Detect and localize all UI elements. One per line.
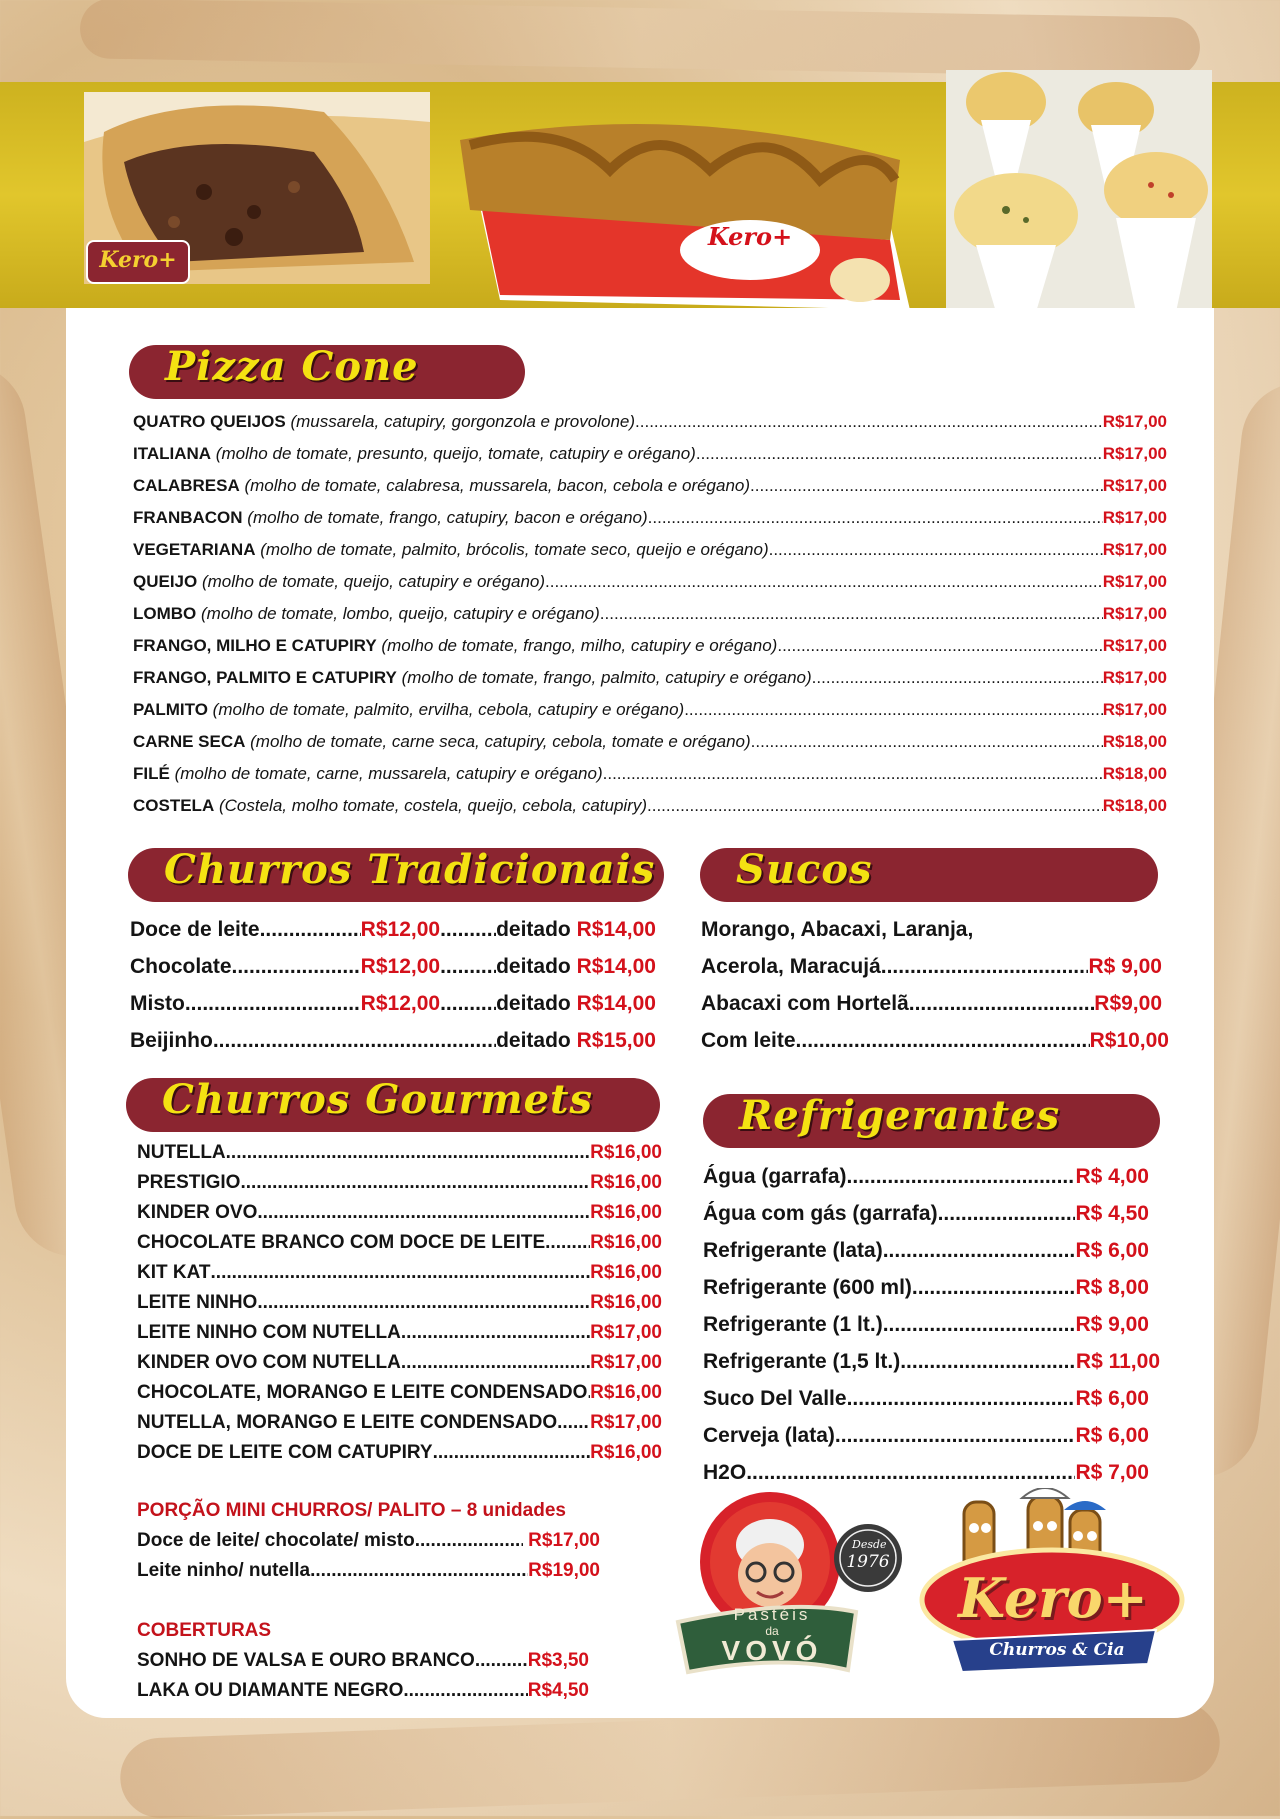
pizza-item — [133, 700, 1167, 730]
leader-dots — [750, 476, 1103, 496]
pizza-item-name: FILÉ — [133, 764, 170, 783]
pizza-item-desc: (molho de tomate, frango, milho, catupiry e orégano) — [381, 636, 778, 655]
pizza-item-name: FRANGO, MILHO E CATUPIRY — [133, 636, 377, 655]
refri-price: R$ 8,00 — [1075, 1276, 1149, 1299]
deitado-label: deitado — [496, 918, 571, 941]
leader-dots — [557, 1412, 590, 1434]
churro-trad-name: Doce de leite — [130, 918, 260, 941]
year-text: 1976 — [846, 1552, 890, 1572]
leader-dots — [257, 1292, 590, 1314]
leader-dots — [415, 1530, 523, 1552]
gourmet-name: PRESTIGIO — [137, 1172, 241, 1193]
cobertura-price: R$3,50 — [527, 1650, 589, 1671]
gourmet-price: R$16,00 — [590, 1442, 662, 1463]
churro-trad-item — [130, 1029, 656, 1053]
pizza-item — [133, 444, 1167, 474]
gourmet-name: NUTELLA, MORANGO E LEITE CONDENSADO — [137, 1412, 558, 1433]
gourmet-name: DOCE DE LEITE COM CATUPIRY — [137, 1442, 433, 1463]
pizza-item — [133, 412, 1167, 442]
cobertura-price: R$4,50 — [527, 1680, 589, 1701]
pizza-item-price: R$17,00 — [1102, 572, 1167, 591]
pizza-cone-header — [129, 345, 525, 399]
pizza-item — [133, 636, 1167, 666]
refri-price: R$ 9,00 — [1075, 1313, 1149, 1336]
refri-item — [703, 1239, 1149, 1263]
leader-dots — [401, 1322, 590, 1344]
refri-name: Água (garrafa) — [703, 1165, 847, 1188]
refri-item — [703, 1165, 1149, 1189]
churro-trad-item — [130, 955, 656, 979]
suco-flavors: Morango, Abacaxi, Laranja, — [701, 918, 974, 941]
mini-churros-item — [137, 1560, 600, 1582]
refri-price: R$ 11,00 — [1075, 1350, 1160, 1373]
leader-dots — [648, 508, 1103, 528]
refri-name: Refrigerante (600 ml) — [703, 1276, 912, 1299]
refri-item — [703, 1424, 1149, 1448]
leader-dots — [938, 1202, 1076, 1226]
pizza-item — [133, 668, 1167, 698]
mini-churros-price: R$17,00 — [528, 1530, 600, 1551]
refri-name: Refrigerante (lata) — [703, 1239, 883, 1262]
deitado-label: deitado — [496, 1029, 571, 1052]
pizza-item-desc: (molho de tomate, carne, mussarela, catupiry e orégano) — [174, 764, 603, 783]
gourmet-price: R$16,00 — [590, 1172, 662, 1193]
kero-logo-text: Kero+ — [958, 1566, 1148, 1630]
suco-item — [701, 992, 1162, 1016]
mini-churros-title: PORÇÃO MINI CHURROS/ PALITO – 8 unidades — [137, 1500, 566, 1521]
churro-trad-price: R$12,00 — [360, 955, 441, 978]
vovo-da-text: da — [765, 1624, 779, 1638]
refri-name: Água com gás (garrafa) — [703, 1202, 938, 1225]
pizza-item-price: R$18,00 — [1102, 732, 1167, 751]
suco-name: Com leite — [701, 1029, 796, 1052]
leader-dots — [881, 955, 1089, 979]
kero-box-logo — [695, 222, 805, 251]
pizza-item — [133, 732, 1167, 762]
pizza-item-desc: (molho de tomate, queijo, catupiry e orégano) — [201, 572, 546, 591]
pizza-item — [133, 796, 1167, 826]
refrigerantes-title: Refrigerantes — [739, 1092, 1061, 1139]
pizza-item-name: VEGETARIANA — [133, 540, 256, 559]
refri-name: Cerveja (lata) — [703, 1424, 835, 1447]
kero-churros-logo — [912, 1488, 1188, 1690]
gourmet-item — [137, 1172, 662, 1194]
leader-dots — [769, 540, 1103, 560]
background-churro — [80, 0, 1201, 78]
gourmet-item — [137, 1382, 662, 1404]
pizza-item-price: R$17,00 — [1102, 508, 1167, 527]
leader-dots — [401, 1352, 590, 1374]
gourmet-item — [137, 1292, 662, 1314]
leader-dots — [475, 1650, 528, 1672]
pizza-item-desc: (molho de tomate, palmito, ervilha, cebola, catupiry e orégano) — [212, 700, 685, 719]
gourmet-name: KIT KAT — [137, 1262, 211, 1283]
refri-price: R$ 6,00 — [1075, 1424, 1149, 1447]
leader-dots — [440, 992, 496, 1016]
leader-dots — [777, 636, 1102, 656]
refri-item — [703, 1461, 1149, 1485]
leader-dots — [226, 1142, 591, 1164]
leader-dots — [684, 700, 1103, 720]
churro-trad-name: Misto — [130, 992, 185, 1015]
deitado-label: deitado — [496, 955, 571, 978]
background-churro — [119, 1701, 1221, 1819]
pizza-item-price: R$18,00 — [1102, 796, 1167, 815]
leader-dots — [912, 1276, 1076, 1300]
leader-dots — [847, 1165, 1076, 1189]
cobertura-item — [137, 1680, 589, 1702]
gourmet-item — [137, 1202, 662, 1224]
leader-dots — [185, 992, 361, 1016]
suco-name: Acerola, Maracujá — [701, 955, 881, 978]
leader-dots — [847, 1387, 1076, 1411]
kero-logo-small — [86, 240, 190, 284]
gourmet-item — [137, 1442, 662, 1464]
pizza-item-price: R$17,00 — [1102, 668, 1167, 687]
churros-gourmets-title: Churros Gourmets — [162, 1076, 594, 1123]
pizza-item-name: QUATRO QUEIJOS — [133, 412, 286, 431]
cobertura-name: SONHO DE VALSA E OURO BRANCO — [137, 1650, 475, 1671]
refrigerantes-header — [703, 1094, 1160, 1148]
pizza-item-price: R$17,00 — [1102, 604, 1167, 623]
sucos-title: Sucos — [736, 846, 873, 893]
vovo-name-text: VOVÓ — [721, 1635, 823, 1666]
leader-dots — [211, 1262, 591, 1284]
leader-dots — [600, 604, 1103, 624]
pizza-item-name: ITALIANA — [133, 444, 212, 463]
deitado-price: R$15,00 — [576, 1029, 656, 1052]
pizza-cone-photo — [946, 70, 1212, 312]
churros-tradicionais-header — [128, 848, 664, 902]
leader-dots — [696, 444, 1103, 464]
leader-dots — [883, 1239, 1076, 1263]
pizza-item-name: CARNE SECA — [133, 732, 246, 751]
leader-dots — [545, 1232, 590, 1254]
pizza-item — [133, 540, 1167, 570]
pasteis-da-vovo-logo — [672, 1490, 908, 1680]
gourmet-price: R$16,00 — [590, 1292, 662, 1313]
leader-dots — [909, 992, 1095, 1016]
gourmet-name: NUTELLA — [137, 1142, 226, 1163]
pizza-item — [133, 764, 1167, 794]
mini-churros-item — [137, 1530, 600, 1552]
coberturas-title: COBERTURAS — [137, 1620, 272, 1641]
gourmet-item — [137, 1232, 662, 1254]
churro-trad-name: Beijinho — [130, 1029, 213, 1052]
refri-price: R$ 6,00 — [1075, 1239, 1149, 1262]
pastel-photo — [84, 92, 430, 284]
mini-churros-name: Doce de leite/ chocolate/ misto — [137, 1530, 415, 1551]
deitado-price: R$14,00 — [576, 955, 656, 978]
pizza-item-desc: (molho de tomate, presunto, queijo, tomate, catupiry e orégano) — [215, 444, 696, 463]
leader-dots — [213, 1029, 496, 1053]
suco-item — [701, 955, 1162, 979]
churros-gourmets-header — [126, 1078, 660, 1132]
refri-item — [703, 1202, 1149, 1226]
churro-trad-name: Chocolate — [130, 955, 232, 978]
pizza-item-price: R$17,00 — [1102, 540, 1167, 559]
pizza-item-desc: (molho de tomate, calabresa, mussarela, bacon, cebola e orégano) — [244, 476, 751, 495]
pizza-item — [133, 508, 1167, 538]
leader-dots — [440, 955, 496, 979]
leader-dots — [883, 1313, 1076, 1337]
pizza-item-desc: (molho de tomate, frango, catupiry, bacon e orégano) — [247, 508, 648, 527]
cobertura-item — [137, 1650, 589, 1672]
pizza-item — [133, 572, 1167, 602]
refri-item — [703, 1350, 1160, 1374]
pizza-item-desc: (mussarela, catupiry, gorgonzola e provolone) — [290, 412, 636, 431]
gourmet-price: R$16,00 — [590, 1382, 662, 1403]
pizza-cone-title: Pizza Cone — [165, 343, 419, 390]
deitado-label: deitado — [496, 992, 571, 1015]
gourmet-price: R$17,00 — [590, 1322, 662, 1343]
refri-item — [703, 1387, 1149, 1411]
mini-churros-name: Leite ninho/ nutella — [137, 1560, 311, 1581]
leader-dots — [603, 764, 1103, 784]
refri-name: Refrigerante (1 lt.) — [703, 1313, 883, 1336]
suco-price: R$ 9,00 — [1088, 955, 1162, 978]
gourmet-name: CHOCOLATE, MORANGO E LEITE CONDENSADO — [137, 1382, 588, 1403]
leader-dots — [310, 1560, 528, 1582]
suco-line — [701, 918, 1171, 942]
leader-dots — [751, 732, 1103, 752]
leader-dots — [257, 1202, 590, 1224]
pizza-item-price: R$17,00 — [1102, 444, 1167, 463]
pizza-item-desc: (molho de tomate, palmito, brócolis, tomate seco, queijo e orégano) — [260, 540, 769, 559]
churro-trad-price: R$12,00 — [360, 992, 441, 1015]
sucos-header — [700, 848, 1158, 902]
pizza-item-name: FRANBACON — [133, 508, 243, 527]
deitado-price: R$14,00 — [576, 918, 656, 941]
suco-name: Abacaxi com Hortelã — [701, 992, 909, 1015]
refri-price: R$ 7,00 — [1075, 1461, 1149, 1484]
refri-name: Refrigerante (1,5 lt.) — [703, 1350, 901, 1373]
refri-name: H2O — [703, 1461, 747, 1484]
pizza-item-name: PALMITO — [133, 700, 208, 719]
leader-dots — [635, 412, 1103, 432]
deitado-price: R$14,00 — [576, 992, 656, 1015]
gourmet-item — [137, 1412, 662, 1434]
pizza-item-price: R$17,00 — [1102, 412, 1167, 431]
leader-dots — [900, 1350, 1076, 1374]
leader-dots — [746, 1461, 1075, 1485]
gourmet-item — [137, 1142, 662, 1164]
gourmet-name: LEITE NINHO — [137, 1292, 258, 1313]
pizza-item-desc: (molho de tomate, carne seca, catupiry, cebola, tomate e orégano) — [250, 732, 751, 751]
gourmet-price: R$17,00 — [590, 1352, 662, 1373]
suco-price: R$9,00 — [1094, 992, 1162, 1015]
churros-box-photo — [440, 100, 910, 310]
pizza-item-desc: (molho de tomate, lombo, queijo, catupiry e orégano) — [201, 604, 600, 623]
churros-tradicionais-title: Churros Tradicionais — [164, 846, 656, 893]
pizza-item-desc: (Costela, molho tomate, costela, queijo, cebola, catupiry) — [218, 796, 648, 815]
pizza-item-price: R$17,00 — [1102, 636, 1167, 655]
gourmet-price: R$16,00 — [590, 1142, 662, 1163]
pizza-item-name: QUEIJO — [133, 572, 198, 591]
leader-dots — [647, 796, 1103, 816]
mini-churros-price: R$19,00 — [528, 1560, 600, 1581]
leader-dots — [812, 668, 1103, 688]
pizza-item-desc: (molho de tomate, frango, palmito, catupiry e orégano) — [401, 668, 812, 687]
leader-dots — [796, 1029, 1090, 1053]
gourmet-price: R$17,00 — [590, 1412, 662, 1433]
leader-dots — [403, 1680, 527, 1702]
gourmet-name: KINDER OVO — [137, 1202, 258, 1223]
pizza-item-name: FRANGO, PALMITO E CATUPIRY — [133, 668, 397, 687]
kero-subtitle-text: Churros & Cia — [989, 1640, 1125, 1660]
gourmet-price: R$16,00 — [590, 1202, 662, 1223]
churro-trad-price: R$12,00 — [360, 918, 441, 941]
gourmet-item — [137, 1322, 662, 1344]
gourmet-item — [137, 1352, 662, 1374]
refri-price: R$ 4,00 — [1075, 1165, 1149, 1188]
pizza-item-name: COSTELA — [133, 796, 215, 815]
pizza-item-name: LOMBO — [133, 604, 197, 623]
leader-dots — [835, 1424, 1076, 1448]
vovo-pasteis-text: Pastéis — [733, 1605, 811, 1624]
gourmet-name: CHOCOLATE BRANCO COM DOCE DE LEITE — [137, 1232, 546, 1253]
gourmet-item — [137, 1262, 662, 1284]
refri-item — [703, 1313, 1149, 1337]
refri-price: R$ 6,00 — [1075, 1387, 1149, 1410]
refri-item — [703, 1276, 1149, 1300]
leader-dots — [440, 918, 496, 942]
churro-trad-item — [130, 918, 656, 942]
gourmet-name: LEITE NINHO COM NUTELLA — [137, 1322, 401, 1343]
cobertura-name: LAKA OU DIAMANTE NEGRO — [137, 1680, 404, 1701]
leader-dots — [433, 1442, 591, 1464]
leader-dots — [240, 1172, 590, 1194]
kero-box-logo-text: Kero+ — [707, 222, 793, 251]
churro-trad-item — [130, 992, 656, 1016]
desde-text: Desde — [852, 1538, 887, 1551]
leader-dots — [545, 572, 1103, 592]
pizza-item-name: CALABRESA — [133, 476, 240, 495]
gourmet-name: KINDER OVO COM NUTELLA — [137, 1352, 401, 1373]
pizza-item — [133, 476, 1167, 506]
leader-dots — [260, 918, 361, 942]
suco-price: R$10,00 — [1089, 1029, 1169, 1052]
pizza-item-price: R$18,00 — [1102, 764, 1167, 783]
leader-dots — [232, 955, 361, 979]
gourmet-price: R$16,00 — [590, 1262, 662, 1283]
pizza-item — [133, 604, 1167, 634]
pizza-item-price: R$17,00 — [1102, 700, 1167, 719]
refri-name: Suco Del Valle — [703, 1387, 847, 1410]
kero-logo-text: Kero+ — [99, 247, 177, 273]
suco-item — [701, 1029, 1169, 1053]
gourmet-price: R$16,00 — [590, 1232, 662, 1253]
refri-price: R$ 4,50 — [1075, 1202, 1149, 1225]
pizza-item-price: R$17,00 — [1102, 476, 1167, 495]
